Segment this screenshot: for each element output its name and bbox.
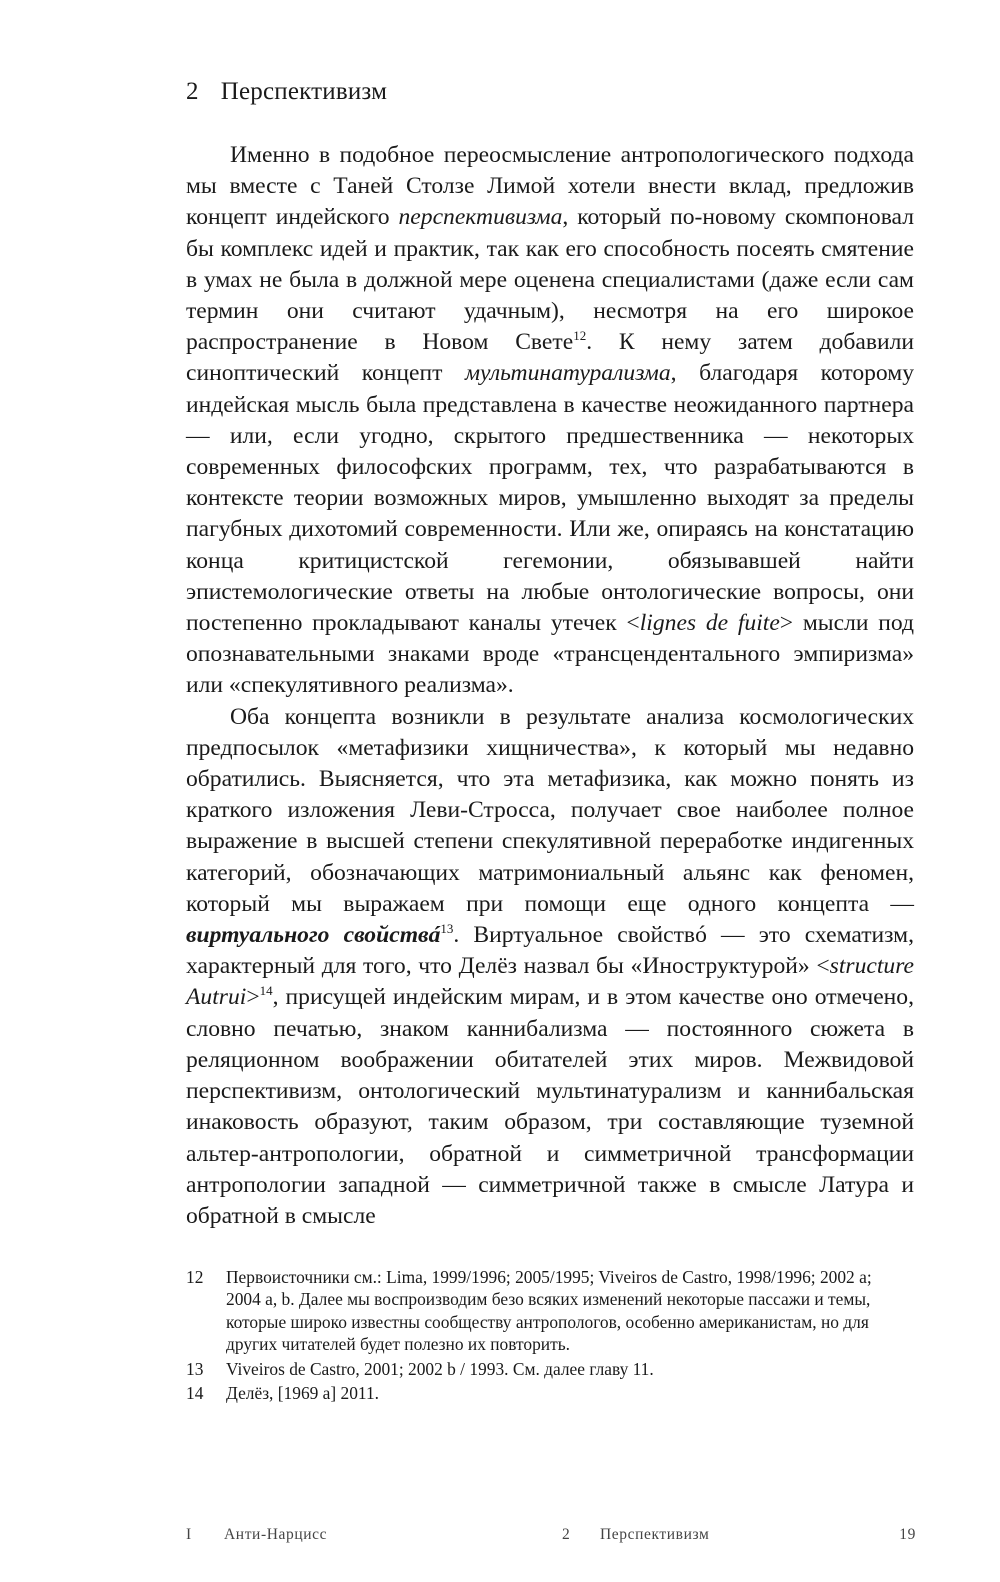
page-number: 19 — [899, 1526, 916, 1543]
footnote-number: 14 — [186, 1383, 204, 1404]
text-run: , который по-новому скомпоновал бы комплекс идей и практик, так как его способность посеять смятение в умах не была в должной мере оценена специалистами (даже если сам термин они считают удачным), несмотря на его широкое распространение в Новом Свете — [186, 204, 914, 356]
footnote-text: Первоисточники см.: Lima, 1999/1996; 2005/1995; Viveiros de Castro, 1998/1996; 2002 a; 2004 a, b. Далее мы воспроизводим безо всяких изменений некоторые пассажи и темы, которые широко известны сообществу антропологов, особенно американистам, но для других читателей будет полезно их повторить. — [226, 1267, 872, 1355]
footnote-ref-13[interactable]: 13 — [440, 921, 454, 937]
part-number: I — [186, 1526, 192, 1543]
italic-term: перспективизма — [398, 204, 563, 231]
text-run: . К нему затем добавили синоптический концепт — [186, 329, 914, 387]
footnote-12 — [186, 1266, 906, 1356]
part-title: Анти-Нарцисс — [224, 1526, 328, 1543]
footnote-14 — [186, 1382, 906, 1404]
chapter-title: Перспективизм — [220, 78, 388, 105]
footnote-13 — [186, 1358, 906, 1380]
footnote-ref-12[interactable]: 12 — [573, 328, 587, 344]
paragraph-1 — [186, 140, 914, 702]
footnote-number: 13 — [186, 1358, 204, 1379]
italic-term: lignes de fuite — [639, 610, 780, 637]
running-header — [186, 78, 387, 106]
text-run: , присущей индейским мирам, и в этом качестве оно отмечено, словно печатью, знаком каннибализма — постоянного сюжета в реляционном воображении обитателей этих миров. Межвидовой перспективизм, онтологический мультинатурализм и каннибальская инаковость образуют, таким образом, три составляющие туземной альтер-антропологии, обратной и симметричной трансформации антропологии западной — симметричной также в смысле Латура и обратной в смысле — [186, 984, 914, 1229]
footer-chapter-title: Перспективизм — [600, 1526, 710, 1543]
text-run: Оба концепта возникли в результате анализа космологических предпосылок «метафизики хищничества», к который мы недавно обратились. Выясняется, что эта метафизика, как можно понять из краткого изложения Леви-Стросса, получает свое наиболее полное выражение в высшей степени спекулятивной переработке индигенных категорий, обозначающих матримониальный альянс как феномен, который мы выражаем при помощи еще одного концепта — — [186, 703, 914, 917]
footer-chapter-number: 2 — [562, 1526, 571, 1543]
paragraph-2 — [186, 702, 914, 1232]
text-run: Именно в подобное переосмысление антропологического подхода мы вместе с Таней Столзе Лимой хотели внести вклад, предложив концепт индейского — [186, 142, 914, 231]
italic-term: structure Autrui — [186, 953, 914, 1011]
text-run: > мысли под опознавательными знаками вроде «трансцендентального эмпиризма» или «спекулятивного реализма». — [186, 610, 915, 699]
italic-term: мультинатурализма — [464, 360, 671, 387]
text-run: > — [246, 984, 260, 1011]
footnote-ref-14[interactable]: 14 — [259, 983, 273, 999]
footnote-number: 12 — [186, 1267, 204, 1287]
footnote-text: Viveiros de Castro, 2001; 2002 b / 1993. См. далее главу 11. — [226, 1358, 654, 1379]
text-run: . Виртуальное свойствó — это схематизм, характерный для того, что Делёз назвал бы «Иноструктурой» < — [186, 922, 914, 980]
text-run: , благодаря которому индейская мысль была представлена в качестве неожиданного партнера — или, если угодно, скрытого предшественника — некоторых современных философских программ, тех, что разрабатываются в контексте теории возможных миров, умышленно выходят за пределы пагубных дихотомий современности. Или же, опираясь на констатацию конца критицистской гегемонии, обязывавшей найти эпистемологические ответы на любые онтологические вопросы, они постепенно прокладывают каналы утечек < — [186, 360, 915, 637]
main-text — [186, 140, 914, 1232]
chapter-number: 2 — [186, 78, 199, 105]
footnote-text: Делёз, [1969 a] 2011. — [226, 1383, 380, 1404]
bold-italic-term: виртуального свойствá — [186, 922, 441, 949]
footnotes — [186, 1266, 906, 1406]
